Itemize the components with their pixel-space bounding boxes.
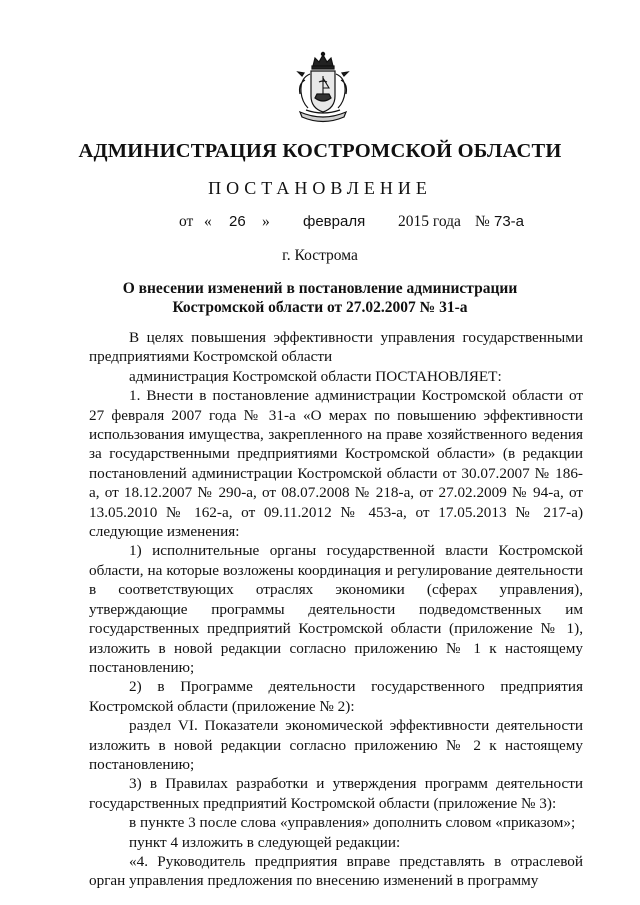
body-paragraph: 3) в Правилах разработки и утверждения программ деятельности государственных предприятий Костромской области (приложение № 3):	[89, 775, 583, 812]
subject-line-1: О внесении изменений в постановление администрации	[122, 280, 518, 297]
date-month: февраля	[303, 213, 366, 230]
date-year: 2015 года	[398, 213, 461, 230]
body-paragraph: 2) в Программе деятельности государственного предприятия Костромской области (приложение № 2):	[89, 678, 583, 715]
organization-name: АДМИНИСТРАЦИЯ КОСТРОМСКОЙ ОБЛАСТИ	[78, 140, 562, 162]
document-subject	[0, 279, 640, 317]
document-number: 73-а	[494, 213, 525, 230]
body-paragraph: В целях повышения эффективности управления государственными предприятиями Костромской области	[89, 329, 583, 366]
document-type: ПОСТАНОВЛЕНИЕ	[208, 178, 432, 198]
document-body	[89, 328, 583, 891]
date-prefix: от	[179, 213, 194, 230]
body-paragraph: в пункте 3 после слова «управления» дополнить словом «приказом»;	[129, 814, 576, 832]
body-paragraph: администрация Костромской области ПОСТАНОВЛЯЕТ:	[129, 367, 502, 385]
body-paragraph: 1) исполнительные органы государственной власти Костромской области, на которые возложены координация и регулирование деятельности в соответствующих отраслях экономики (сферах управления), утверждающие программы деятельности подведомственных им государственных предприятий Костромской области (приложение № 1), изложить в новой редакции согласно приложению № 1 к настоящему постановлению;	[89, 542, 583, 676]
number-sign: №	[475, 213, 490, 230]
kostroma-coat-of-arms-icon	[292, 50, 354, 126]
quote-open: «	[204, 213, 212, 230]
date-day: 26	[229, 213, 246, 230]
body-paragraph: пункт 4 изложить в следующей редакции:	[129, 833, 401, 851]
body-paragraph: 1. Внести в постановление администрации Костромской области от 27 февраля 2007 года № 31-а «О мерах по повышению эффективности использования имущества, закрепленного на праве хозяйственного ведения за государственными предприятиями Костромской области» (в редакции постановлений администрации Костромской области от 30.07.2007 № 186-а, от 18.12.2007 № 290-а, от 08.07.2008 № 218-а, от 27.02.2009 № 94-а, от 13.05.2010 № 162-а, от 09.11.2012 № 453-а, от 17.05.2013 № 217-а) следующие изменения:	[89, 387, 583, 541]
body-paragraph: раздел VI. Показатели экономической эффективности деятельности изложить в новой редакции согласно приложению № 2 к настоящему постановлению;	[89, 717, 583, 773]
subject-line-2: Костромской области от 27.02.2007 № 31-а	[172, 299, 468, 316]
body-paragraph: «4. Руководитель предприятия вправе представлять в отраслевой орган управления предложения по внесению изменений в программу	[89, 852, 583, 890]
quote-close: »	[262, 213, 270, 230]
city: г. Кострома	[282, 247, 358, 264]
date-line	[0, 213, 640, 235]
